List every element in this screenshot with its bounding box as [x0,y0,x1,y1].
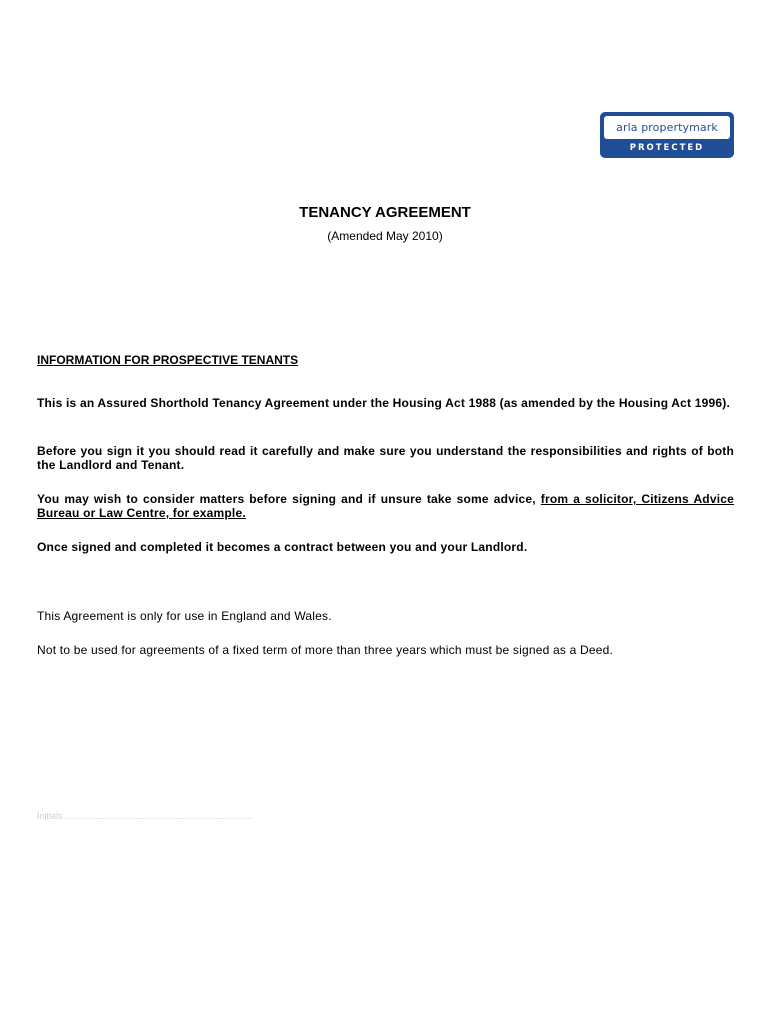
section-heading: INFORMATION FOR PROSPECTIVE TENANTS [37,353,299,367]
logo-brand-text: arla propertymark [616,121,718,134]
document-title: TENANCY AGREEMENT [299,204,471,221]
paragraph-seek-advice-lead: You may wish to consider matters before signing and if unsure take some advice, [37,492,541,506]
note-england-wales: This Agreement is only for use in England and Wales. [37,609,332,623]
initials-line: Initials ........................................................................... [37,811,253,821]
logo-wordmark-panel [604,116,730,139]
paragraph-seek-advice-underlined: from a solicitor, Citizens Advice Bureau or Law Centre, for example. [37,492,734,520]
paragraph-read-carefully: Before you sign it you should read it carefully and make sure you understand the responsibilities and rights of both the Landlord and Tenant. [37,444,734,472]
note-fixed-term: Not to be used for agreements of a fixed term of more than three years which must be signed as a Deed. [37,643,614,657]
logo-protected-text: PROTECTED [629,143,705,153]
paragraph-seek-advice [37,492,734,520]
paragraph-contract: Once signed and completed it becomes a contract between you and your Landlord. [37,540,528,554]
document-subtitle: (Amended May 2010) [327,229,443,243]
paragraph-assured-shorthold: This is an Assured Shorthold Tenancy Agreement under the Housing Act 1988 (as amended by the Housing Act 1996). [37,396,731,410]
arla-propertymark-logo [600,112,734,158]
